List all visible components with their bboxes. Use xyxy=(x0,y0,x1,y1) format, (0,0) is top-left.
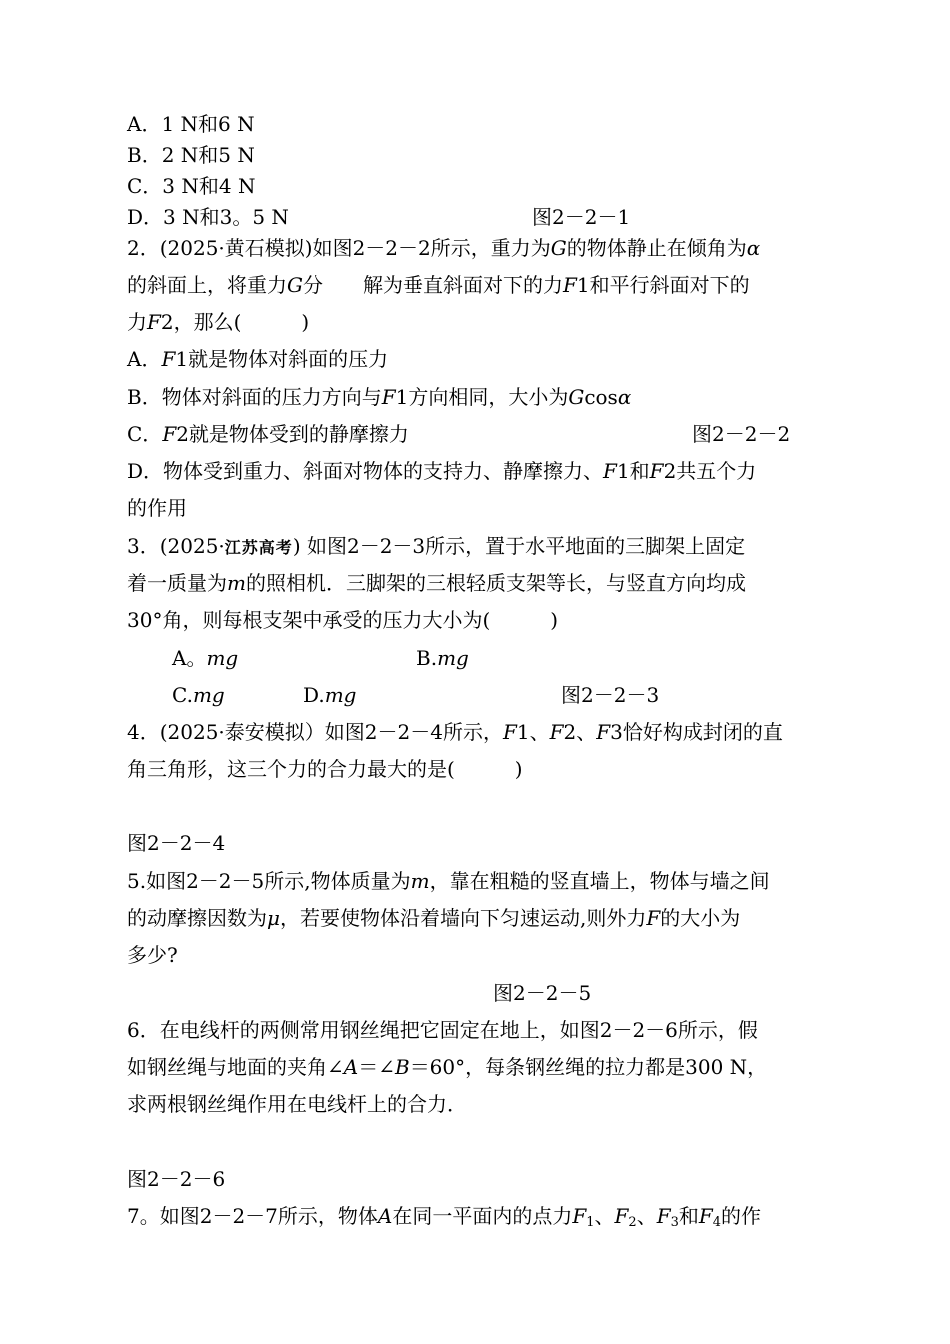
q7-stem-line1: 7。如图2－2－7所示，物体A在同一平面内的点力$F_1$、$F_2$、$F_3$和$F_4$的作 xyxy=(127,1204,762,1230)
q6-stem-line3: 求两根钢丝绳作用在电线杆上的合力． xyxy=(127,1092,467,1116)
q3-stem-line3: 30°角，则每根支架中承受的压力大小为( ) xyxy=(127,608,559,632)
q3-option-c: C.mg xyxy=(172,683,225,707)
q2-option-d-line2: 的作用 xyxy=(127,496,187,520)
q6-stem-line1: 6．在电线杆的两侧常用钢丝绳把它固定在地上，如图2－2－6所示，假 xyxy=(127,1018,758,1042)
q3-stem-line2: 着一质量为m的照相机．三脚架的三根轻质支架等长，与竖直方向均成 xyxy=(127,571,746,595)
q4-stem-line1: 4．(2025·泰安模拟）如图2－2－4所示，F1、F2、F3恰好构成封闭的直 xyxy=(127,720,783,744)
q2-option-b: B．物体对斜面的压力方向与F1方向相同，大小为Gcosα xyxy=(127,385,632,409)
q3-option-b: B.mg xyxy=(416,646,469,670)
source-label: 江苏高考 xyxy=(224,538,293,557)
q6-stem-line2: 如钢丝绳与地面的夹角∠A＝∠B＝60°，每条钢丝绳的拉力都是300 N， xyxy=(127,1055,768,1079)
q2-stem-line1: 2．(2025·黄石模拟)如图2－2－2所示，重力为G的物体静止在倾角为α xyxy=(127,236,761,260)
figure-caption-2-2-6: 图2－2－6 xyxy=(127,1167,226,1191)
figure-caption-2-2-3: 图2－2－3 xyxy=(561,683,660,707)
q4-stem-line2: 角三角形，这三个力的合力最大的是( ) xyxy=(127,757,523,781)
q3-stem-line1: 3．(2025·江苏高考) 如图2－2－3所示，置于水平地面的三脚架上固定 xyxy=(127,534,746,558)
q2-stem-line3: 力F2，那么( ) xyxy=(127,310,310,334)
q5-stem-line2: 的动摩擦因数为μ，若要使物体沿着墙向下匀速运动,则外力F的大小为 xyxy=(127,906,741,930)
figure-caption-2-2-4: 图2－2－4 xyxy=(127,831,226,855)
q2-stem-line2: 的斜面上，将重力G分 解为垂直斜面对下的力F1和平行斜面对下的 xyxy=(127,273,750,297)
q3-option-d: D.mg xyxy=(303,683,357,707)
q5-stem-line1: 5.如图2－2－5所示,物体质量为m，靠在粗糙的竖直墙上，物体与墙之间 xyxy=(127,869,770,893)
q1-option-d: D．3 N和3。5 N xyxy=(127,205,289,229)
q1-option-b: B．2 N和5 N xyxy=(127,143,255,167)
q2-option-a: A．F1就是物体对斜面的压力 xyxy=(127,347,389,371)
q1-option-c: C．3 N和4 N xyxy=(127,174,256,198)
q1-option-a: A．1 N和6 N xyxy=(127,112,255,136)
q5-stem-line3: 多少? xyxy=(127,943,178,967)
q3-option-a: A。mg xyxy=(172,646,239,670)
figure-caption-2-2-1: 图2－2－1 xyxy=(532,205,631,229)
figure-caption-2-2-5: 图2－2－5 xyxy=(493,981,592,1005)
figure-caption-2-2-2: 图2－2－2 xyxy=(692,422,791,446)
q2-option-d-line1: D．物体受到重力、斜面对物体的支持力、静摩擦力、F1和F2共五个力 xyxy=(127,459,757,483)
q2-option-c: C．F2就是物体受到的静摩擦力 xyxy=(127,422,409,446)
